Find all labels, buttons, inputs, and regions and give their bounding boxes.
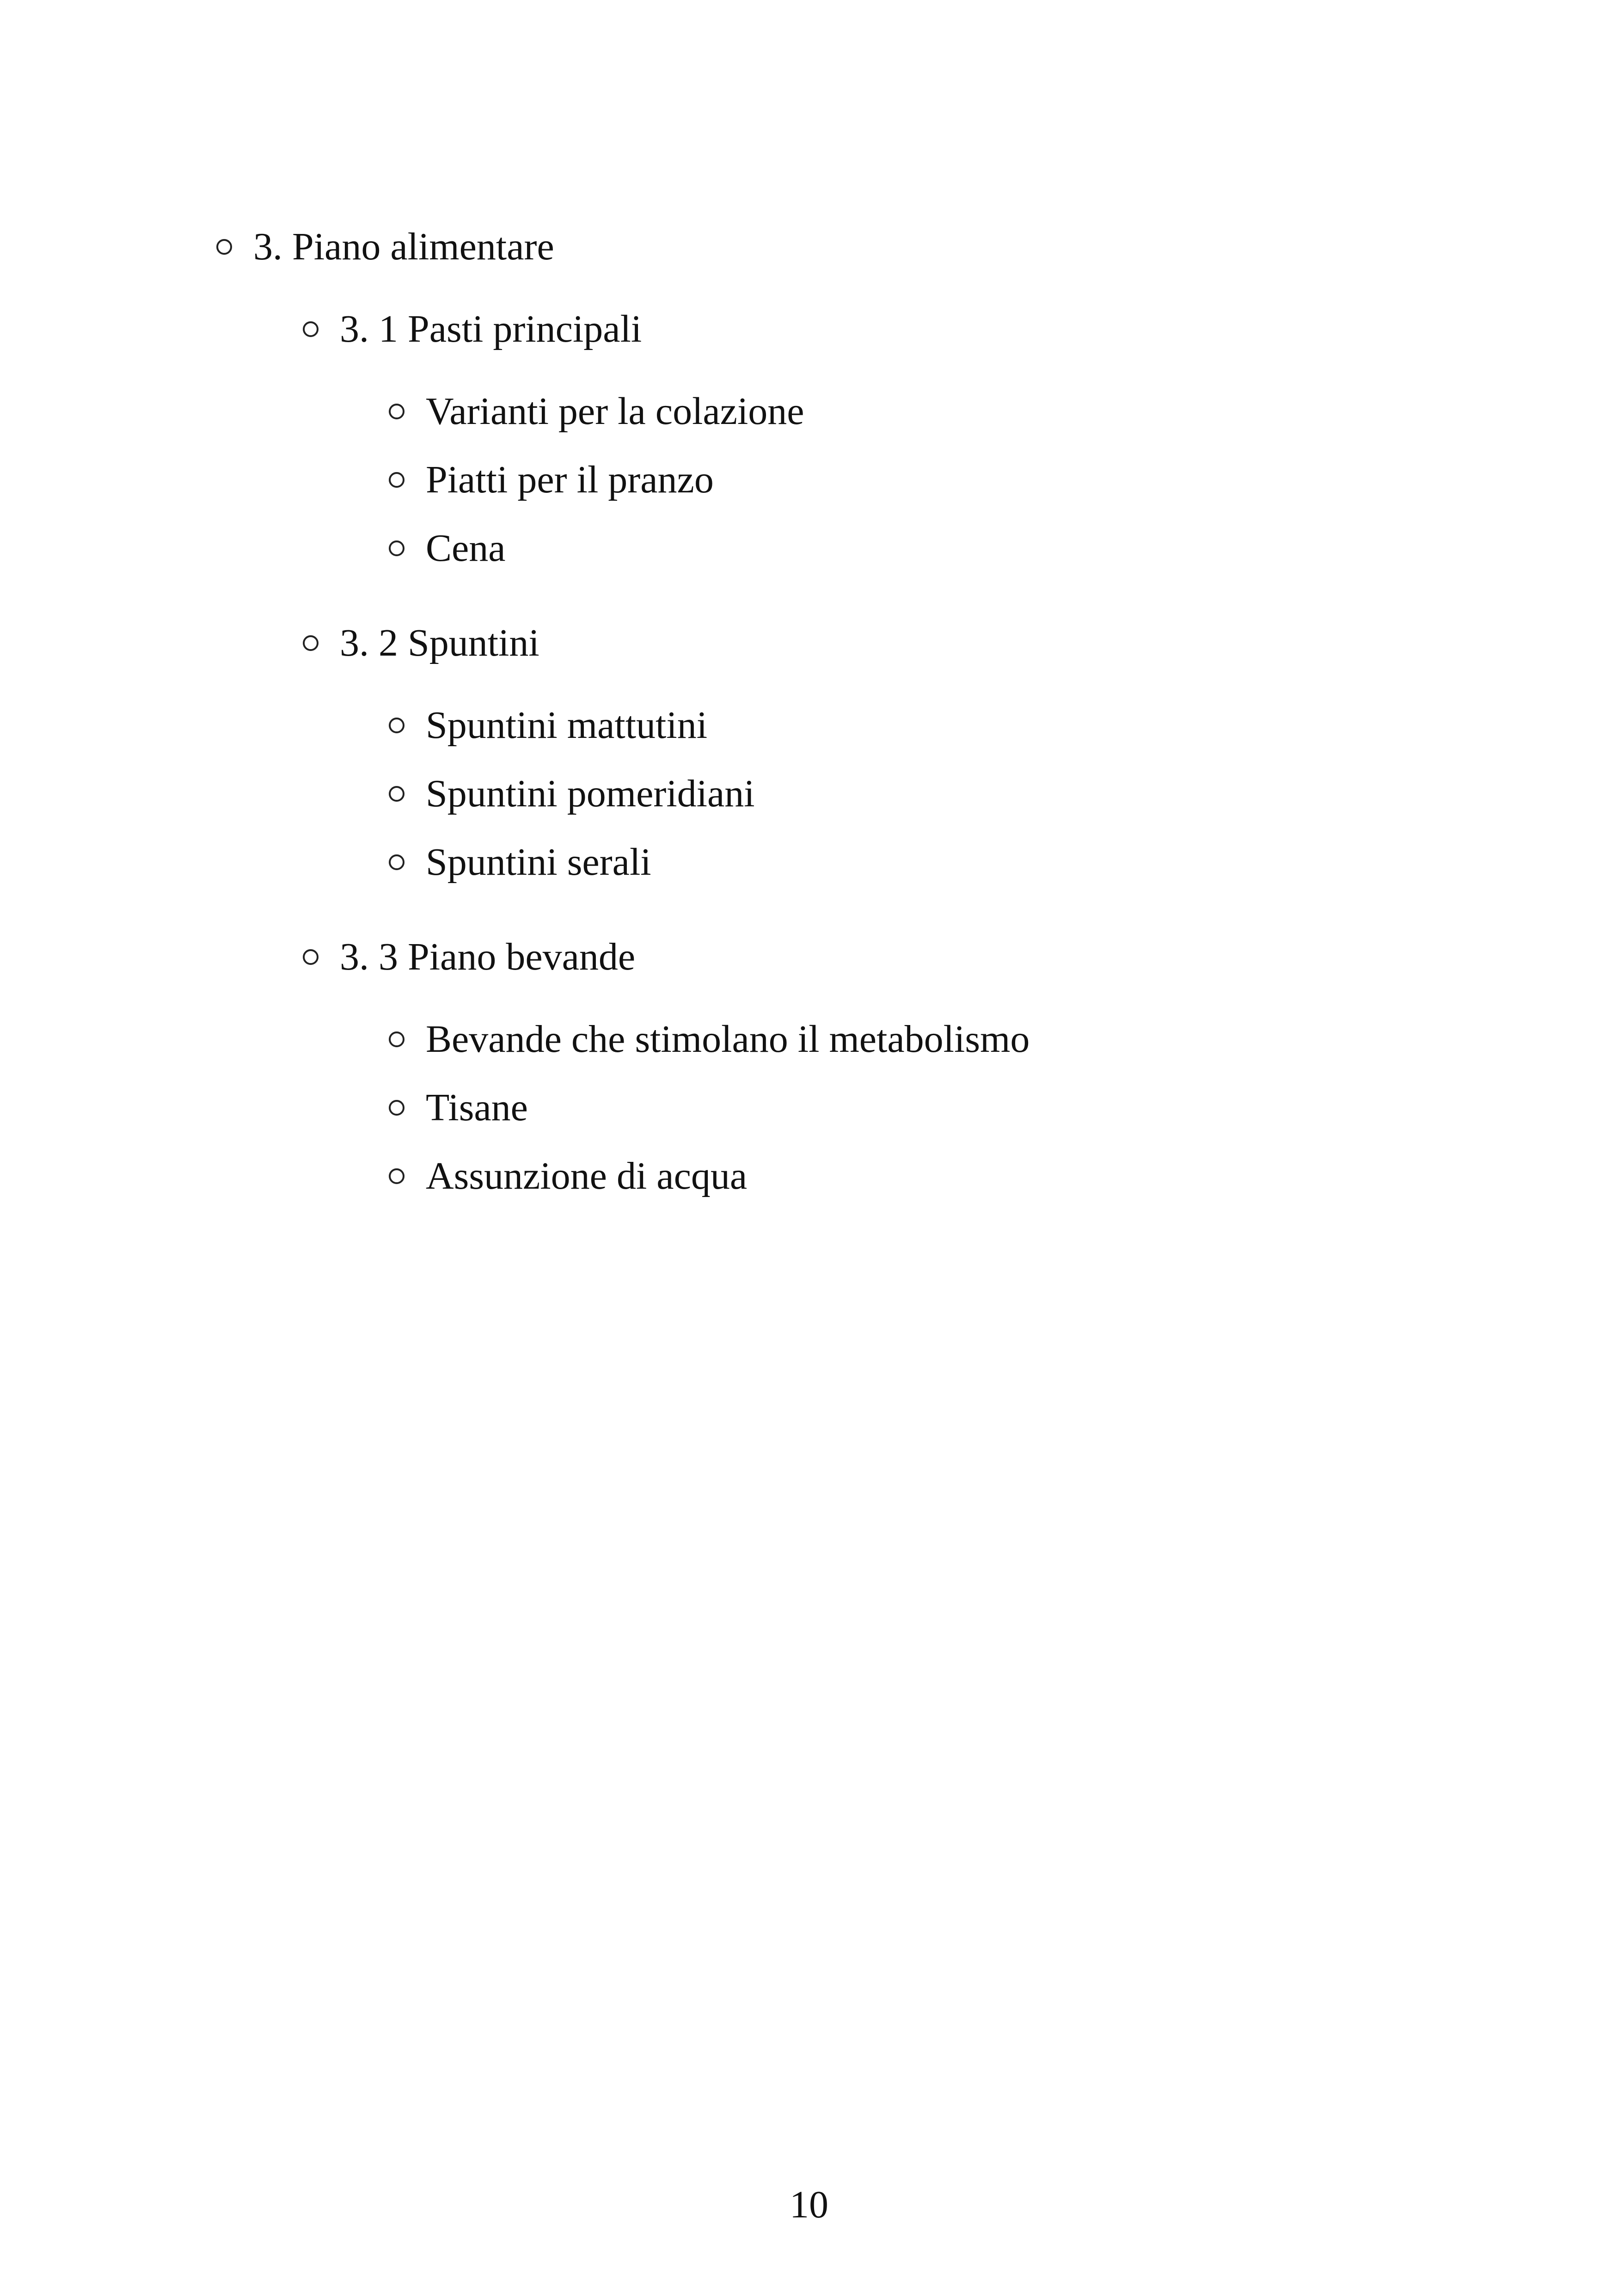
- outline-item-label: Assunzione di acqua: [426, 1154, 748, 1197]
- outline-item-label: Cena: [426, 527, 506, 570]
- outline-item-entry: [389, 706, 707, 745]
- outline-item-subsection: [303, 621, 539, 664]
- outline-item-entry: [389, 1088, 528, 1127]
- outline-item-entry: [389, 1154, 748, 1197]
- bullet-circle-icon: [389, 1031, 404, 1047]
- outline-item-entry: [389, 392, 804, 431]
- outline-item-label: Spuntini mattutini: [426, 704, 708, 747]
- outline-item-subsection: [303, 307, 642, 350]
- outline-item-label: Piatti per il pranzo: [426, 458, 714, 501]
- outline-item-section: [216, 227, 554, 266]
- bullet-circle-icon: [389, 786, 404, 802]
- bullet-circle-icon: [303, 635, 319, 651]
- outline-item-label: 3. 2 Spuntini: [340, 621, 539, 664]
- bullet-circle-icon: [216, 239, 232, 255]
- bullet-circle-icon: [389, 854, 404, 870]
- outline-item-label: 3. Piano alimentare: [253, 225, 554, 268]
- outline-item-entry: [389, 774, 755, 813]
- outline-item-label: Spuntini pomeridiani: [426, 772, 755, 815]
- bullet-circle-icon: [389, 1168, 404, 1184]
- outline-item-entry: [389, 1020, 1030, 1059]
- page-number: 10: [790, 2183, 828, 2226]
- outline-item-subsection: [303, 935, 636, 978]
- outline-item-label: Spuntini serali: [426, 841, 651, 884]
- bullet-circle-icon: [303, 321, 319, 337]
- outline-item-entry: [389, 843, 651, 882]
- outline-item-label: Tisane: [426, 1086, 528, 1129]
- bullet-circle-icon: [389, 718, 404, 733]
- outline-item-label: 3. 3 Piano bevande: [340, 935, 636, 978]
- bullet-circle-icon: [389, 404, 404, 419]
- outline-item-entry: [389, 460, 714, 499]
- outline-item-entry: [389, 529, 506, 568]
- bullet-circle-icon: [389, 472, 404, 488]
- bullet-circle-icon: [389, 1100, 404, 1116]
- outline-item-label: Bevande che stimolano il metabolismo: [426, 1018, 1030, 1061]
- bullet-circle-icon: [303, 949, 319, 965]
- bullet-circle-icon: [389, 540, 404, 556]
- outline-item-label: 3. 1 Pasti principali: [340, 307, 642, 350]
- outline-item-label: Varianti per la colazione: [426, 390, 804, 433]
